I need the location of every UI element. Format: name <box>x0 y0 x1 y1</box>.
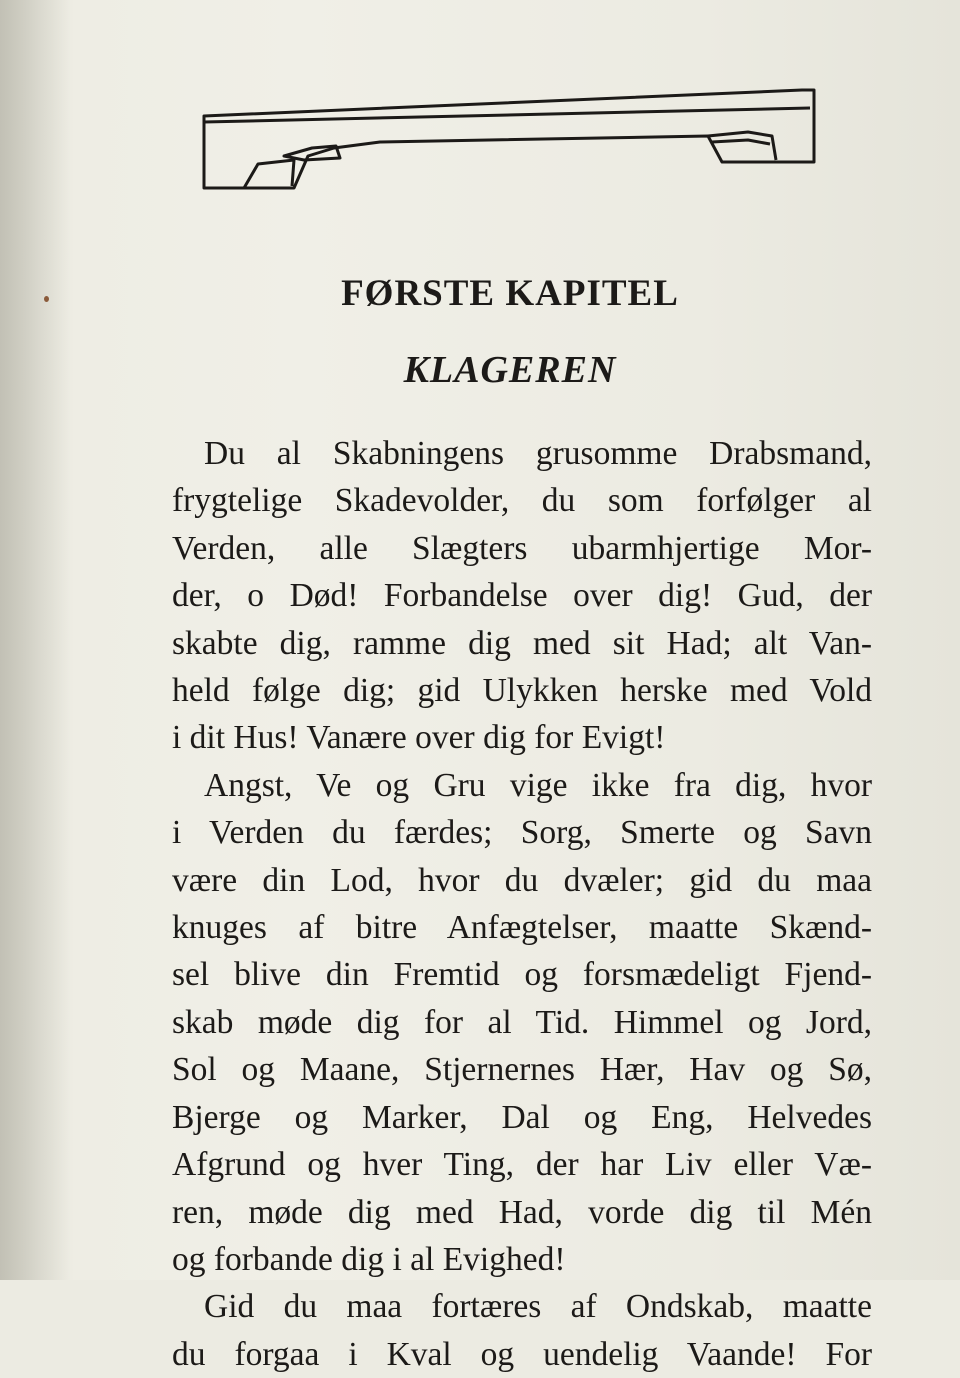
text-line: Bjerge og Marker, Dal og Eng, Helvedes <box>172 1098 872 1136</box>
paragraph-2 <box>172 762 872 1283</box>
text-line: du forgaa i Kval og uendelig Vaande! For <box>172 1335 872 1373</box>
chapter-ornament <box>200 86 816 192</box>
text-line: og forbande dig i al Evighed! <box>172 1240 566 1278</box>
chapter-title: KLAGEREN <box>403 349 617 391</box>
text-line: sel blive din Fremtid og forsmædeligt Fjend- <box>172 956 872 994</box>
paragraph-3 <box>172 1283 872 1378</box>
paper-speck <box>44 296 49 302</box>
page-gutter-shadow <box>0 0 70 1280</box>
text-line: i Verden du færdes; Sorg, Smerte og Savn <box>172 814 872 852</box>
text-line: knuges af bitre Anfægtelser, maatte Skænd- <box>172 909 872 947</box>
text-line: held følge dig; gid Ulykken herske med Vold <box>172 672 872 710</box>
text-line: Du al Skabningens grusomme Drabsmand, <box>204 435 872 472</box>
body-text <box>172 430 872 1378</box>
paragraph-1 <box>172 430 872 762</box>
text-line: der, o Død! Forbandelse over dig! Gud, der <box>172 577 872 615</box>
text-line: ren, møde dig med Had, vorde dig til Mén <box>172 1193 872 1231</box>
text-line: være din Lod, hvor du dvæler; gid du maa <box>172 861 872 899</box>
text-line: Sol og Maane, Stjernernes Hær, Hav og Sø, <box>172 1051 872 1089</box>
text-line: Angst, Ve og Gru vige ikke fra dig, hvor <box>204 766 872 804</box>
text-line: i dit Hus! Vanære over dig for Evigt! <box>172 719 666 757</box>
text-line: skabte dig, ramme dig med sit Had; alt Van- <box>172 624 872 662</box>
text-line: Verden, alle Slægters ubarmhjertige Mor- <box>172 529 872 567</box>
text-line: frygtelige Skadevolder, du som forfølger al <box>172 482 872 520</box>
text-line: skab møde dig for al Tid. Himmel og Jord, <box>172 1003 872 1041</box>
text-line: Afgrund og hver Ting, der har Liv eller Væ- <box>172 1146 872 1184</box>
chapter-heading: FØRSTE KAPITEL <box>341 273 679 314</box>
text-line: Gid du maa fortæres af Ondskab, maatte <box>204 1288 872 1326</box>
